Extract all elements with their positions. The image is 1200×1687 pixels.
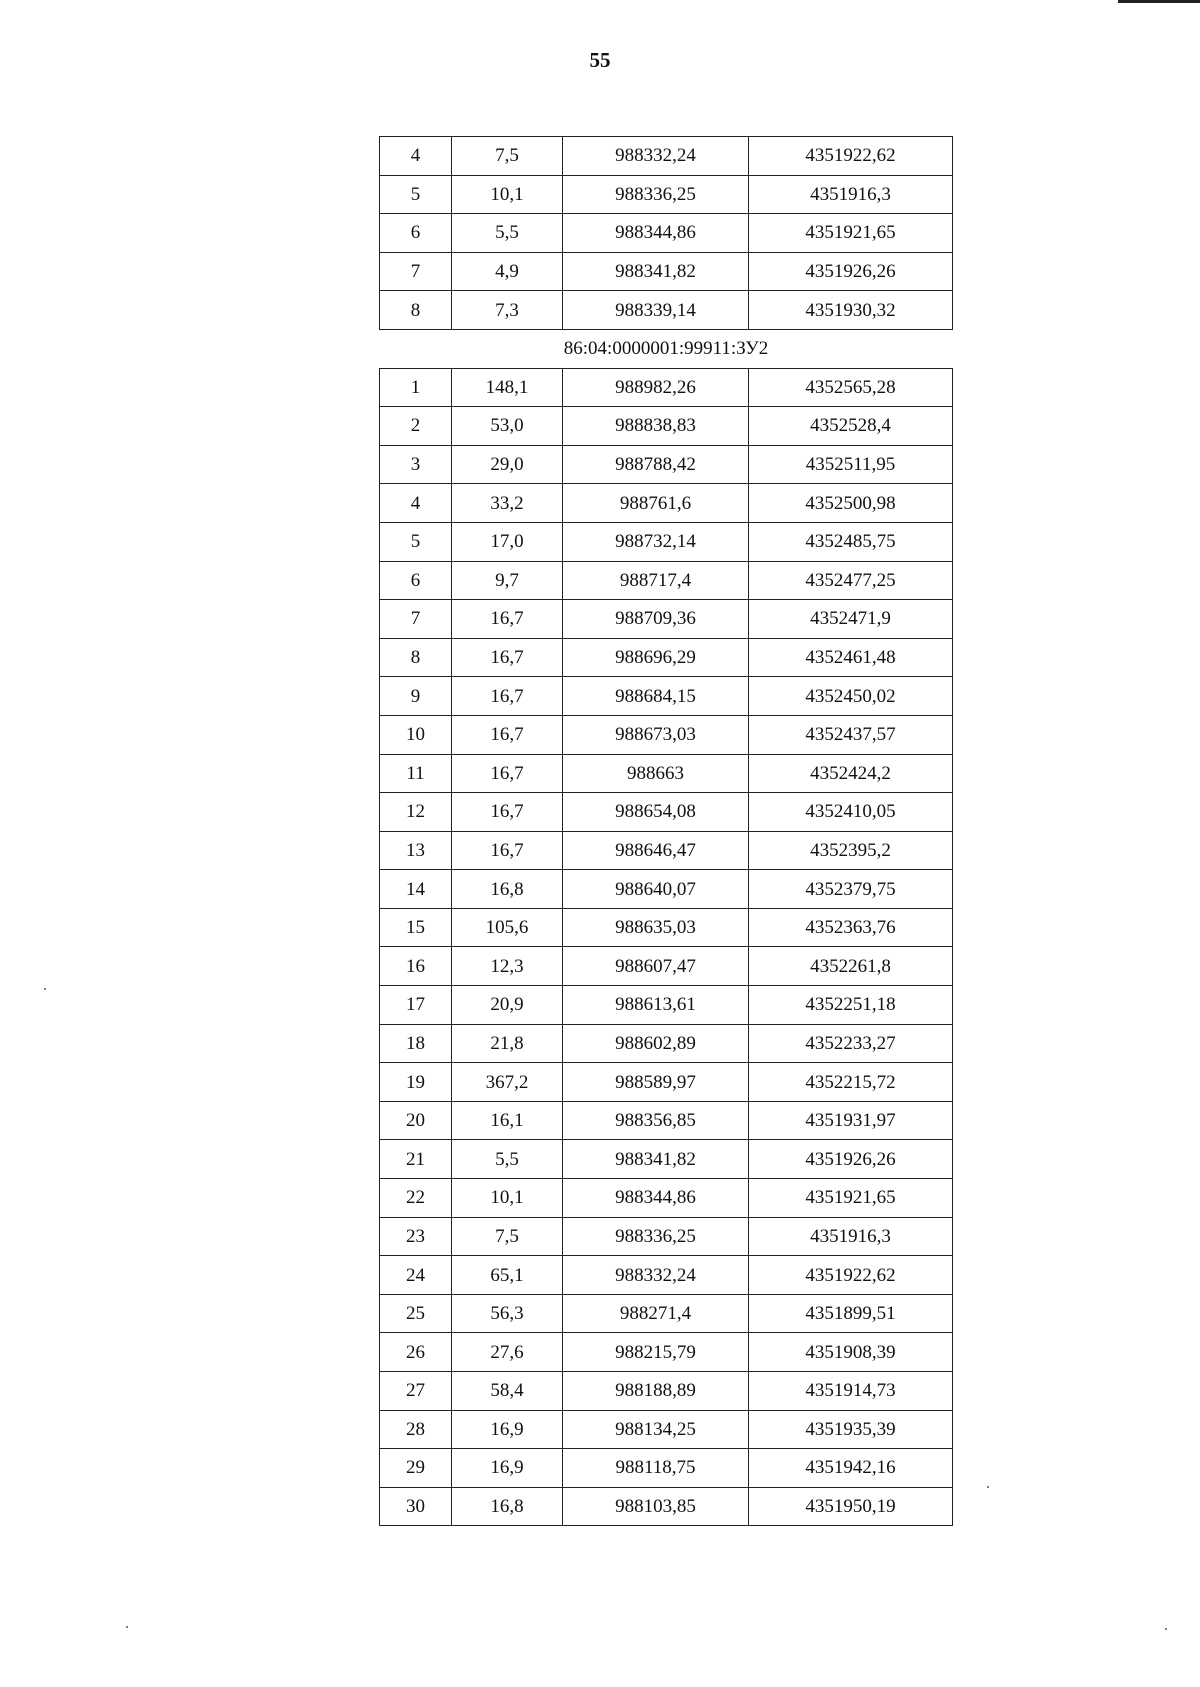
table-row — [380, 1487, 953, 1526]
x-coordinate-cell: 988344,86 — [563, 214, 749, 253]
x-coordinate-cell: 988188,89 — [563, 1372, 749, 1411]
table-row — [380, 1063, 953, 1102]
table-row — [380, 1294, 953, 1333]
scan-speck — [44, 988, 46, 990]
y-coordinate-cell: 4351931,97 — [749, 1101, 953, 1140]
length-cell: 56,3 — [452, 1294, 563, 1333]
point-number-cell: 1 — [380, 368, 452, 407]
table-row — [380, 1217, 953, 1256]
table-row — [380, 561, 953, 600]
length-cell: 58,4 — [452, 1372, 563, 1411]
table-row — [380, 1372, 953, 1411]
table-row — [380, 677, 953, 716]
table-row — [380, 214, 953, 253]
x-coordinate-cell: 988339,14 — [563, 291, 749, 330]
coordinates-table — [379, 136, 953, 1526]
x-coordinate-cell: 988673,03 — [563, 715, 749, 754]
point-number-cell: 14 — [380, 870, 452, 909]
length-cell: 16,7 — [452, 793, 563, 832]
y-coordinate-cell: 4351921,65 — [749, 214, 953, 253]
table-row — [380, 522, 953, 561]
length-cell: 105,6 — [452, 908, 563, 947]
y-coordinate-cell: 4352437,57 — [749, 715, 953, 754]
point-number-cell: 5 — [380, 175, 452, 214]
table-row — [380, 484, 953, 523]
point-number-cell: 15 — [380, 908, 452, 947]
x-coordinate-cell: 988215,79 — [563, 1333, 749, 1372]
x-coordinate-cell: 988635,03 — [563, 908, 749, 947]
x-coordinate-cell: 988118,75 — [563, 1449, 749, 1488]
y-coordinate-cell: 4351926,26 — [749, 252, 953, 291]
scan-speck — [1165, 1628, 1167, 1630]
length-cell: 7,5 — [452, 1217, 563, 1256]
y-coordinate-cell: 4351926,26 — [749, 1140, 953, 1179]
point-number-cell: 4 — [380, 137, 452, 176]
table-row — [380, 1179, 953, 1218]
length-cell: 5,5 — [452, 214, 563, 253]
y-coordinate-cell: 4352477,25 — [749, 561, 953, 600]
table-row — [380, 291, 953, 330]
point-number-cell: 21 — [380, 1140, 452, 1179]
length-cell: 16,7 — [452, 831, 563, 870]
x-coordinate-cell: 988341,82 — [563, 252, 749, 291]
x-coordinate-cell: 988709,36 — [563, 600, 749, 639]
y-coordinate-cell: 4352471,9 — [749, 600, 953, 639]
point-number-cell: 13 — [380, 831, 452, 870]
length-cell: 53,0 — [452, 407, 563, 446]
point-number-cell: 10 — [380, 715, 452, 754]
y-coordinate-cell: 4352233,27 — [749, 1024, 953, 1063]
point-number-cell: 26 — [380, 1333, 452, 1372]
point-number-cell: 4 — [380, 484, 452, 523]
length-cell: 9,7 — [452, 561, 563, 600]
length-cell: 10,1 — [452, 1179, 563, 1218]
point-number-cell: 18 — [380, 1024, 452, 1063]
section-header-row — [380, 329, 953, 368]
table-row — [380, 600, 953, 639]
length-cell: 65,1 — [452, 1256, 563, 1295]
y-coordinate-cell: 4352410,05 — [749, 793, 953, 832]
point-number-cell: 23 — [380, 1217, 452, 1256]
y-coordinate-cell: 4351916,3 — [749, 175, 953, 214]
point-number-cell: 24 — [380, 1256, 452, 1295]
y-coordinate-cell: 4352485,75 — [749, 522, 953, 561]
x-coordinate-cell: 988344,86 — [563, 1179, 749, 1218]
x-coordinate-cell: 988341,82 — [563, 1140, 749, 1179]
table-row — [380, 1140, 953, 1179]
length-cell: 16,7 — [452, 754, 563, 793]
x-coordinate-cell: 988613,61 — [563, 986, 749, 1025]
length-cell: 10,1 — [452, 175, 563, 214]
x-coordinate-cell: 988788,42 — [563, 445, 749, 484]
point-number-cell: 20 — [380, 1101, 452, 1140]
y-coordinate-cell: 4352424,2 — [749, 754, 953, 793]
table-row — [380, 638, 953, 677]
x-coordinate-cell: 988654,08 — [563, 793, 749, 832]
table-row — [380, 175, 953, 214]
y-coordinate-cell: 4351914,73 — [749, 1372, 953, 1411]
point-number-cell: 16 — [380, 947, 452, 986]
y-coordinate-cell: 4352261,8 — [749, 947, 953, 986]
table-row — [380, 754, 953, 793]
point-number-cell: 25 — [380, 1294, 452, 1333]
table-row — [380, 793, 953, 832]
scan-speck — [126, 1626, 128, 1628]
table-row — [380, 715, 953, 754]
point-number-cell: 8 — [380, 291, 452, 330]
table-row — [380, 1410, 953, 1449]
x-coordinate-cell: 988103,85 — [563, 1487, 749, 1526]
x-coordinate-cell: 988589,97 — [563, 1063, 749, 1102]
y-coordinate-cell: 4351908,39 — [749, 1333, 953, 1372]
length-cell: 4,9 — [452, 252, 563, 291]
x-coordinate-cell: 988640,07 — [563, 870, 749, 909]
length-cell: 7,3 — [452, 291, 563, 330]
x-coordinate-cell: 988838,83 — [563, 407, 749, 446]
cadastral-number-heading: 86:04:0000001:99911:ЗУ2 — [380, 329, 953, 368]
length-cell: 29,0 — [452, 445, 563, 484]
table-row — [380, 1101, 953, 1140]
table-row — [380, 137, 953, 176]
point-number-cell: 12 — [380, 793, 452, 832]
length-cell: 20,9 — [452, 986, 563, 1025]
y-coordinate-cell: 4352565,28 — [749, 368, 953, 407]
y-coordinate-cell: 4351899,51 — [749, 1294, 953, 1333]
point-number-cell: 5 — [380, 522, 452, 561]
y-coordinate-cell: 4351916,3 — [749, 1217, 953, 1256]
length-cell: 16,7 — [452, 600, 563, 639]
table-row — [380, 908, 953, 947]
x-coordinate-cell: 988684,15 — [563, 677, 749, 716]
length-cell: 367,2 — [452, 1063, 563, 1102]
length-cell: 16,9 — [452, 1410, 563, 1449]
point-number-cell: 30 — [380, 1487, 452, 1526]
x-coordinate-cell: 988332,24 — [563, 137, 749, 176]
length-cell: 21,8 — [452, 1024, 563, 1063]
point-number-cell: 19 — [380, 1063, 452, 1102]
table-row — [380, 1024, 953, 1063]
length-cell: 16,8 — [452, 1487, 563, 1526]
table-row — [380, 870, 953, 909]
coordinates-table-body — [380, 137, 953, 1526]
page-number: 55 — [589, 48, 611, 72]
y-coordinate-cell: 4352251,18 — [749, 986, 953, 1025]
x-coordinate-cell: 988134,25 — [563, 1410, 749, 1449]
x-coordinate-cell: 988761,6 — [563, 484, 749, 523]
x-coordinate-cell: 988982,26 — [563, 368, 749, 407]
point-number-cell: 7 — [380, 600, 452, 639]
x-coordinate-cell: 988602,89 — [563, 1024, 749, 1063]
x-coordinate-cell: 988332,24 — [563, 1256, 749, 1295]
x-coordinate-cell: 988696,29 — [563, 638, 749, 677]
point-number-cell: 22 — [380, 1179, 452, 1218]
x-coordinate-cell: 988717,4 — [563, 561, 749, 600]
table-row — [380, 986, 953, 1025]
y-coordinate-cell: 4352511,95 — [749, 445, 953, 484]
y-coordinate-cell: 4351935,39 — [749, 1410, 953, 1449]
y-coordinate-cell: 4351930,32 — [749, 291, 953, 330]
x-coordinate-cell: 988732,14 — [563, 522, 749, 561]
length-cell: 148,1 — [452, 368, 563, 407]
y-coordinate-cell: 4352450,02 — [749, 677, 953, 716]
x-coordinate-cell: 988663 — [563, 754, 749, 793]
table-row — [380, 831, 953, 870]
x-coordinate-cell: 988271,4 — [563, 1294, 749, 1333]
length-cell: 27,6 — [452, 1333, 563, 1372]
length-cell: 17,0 — [452, 522, 563, 561]
x-coordinate-cell: 988607,47 — [563, 947, 749, 986]
length-cell: 7,5 — [452, 137, 563, 176]
point-number-cell: 6 — [380, 561, 452, 600]
table-row — [380, 407, 953, 446]
length-cell: 16,7 — [452, 715, 563, 754]
point-number-cell: 9 — [380, 677, 452, 716]
point-number-cell: 17 — [380, 986, 452, 1025]
point-number-cell: 28 — [380, 1410, 452, 1449]
y-coordinate-cell: 4351922,62 — [749, 137, 953, 176]
point-number-cell: 2 — [380, 407, 452, 446]
y-coordinate-cell: 4352215,72 — [749, 1063, 953, 1102]
y-coordinate-cell: 4351921,65 — [749, 1179, 953, 1218]
table-row — [380, 947, 953, 986]
length-cell: 16,7 — [452, 638, 563, 677]
y-coordinate-cell: 4352379,75 — [749, 870, 953, 909]
y-coordinate-cell: 4352528,4 — [749, 407, 953, 446]
y-coordinate-cell: 4352363,76 — [749, 908, 953, 947]
y-coordinate-cell: 4351922,62 — [749, 1256, 953, 1295]
scan-edge-mark — [1118, 0, 1200, 3]
table-row — [380, 1449, 953, 1488]
x-coordinate-cell: 988336,25 — [563, 1217, 749, 1256]
y-coordinate-cell: 4352500,98 — [749, 484, 953, 523]
length-cell: 16,8 — [452, 870, 563, 909]
y-coordinate-cell: 4352461,48 — [749, 638, 953, 677]
point-number-cell: 27 — [380, 1372, 452, 1411]
point-number-cell: 29 — [380, 1449, 452, 1488]
point-number-cell: 6 — [380, 214, 452, 253]
length-cell: 16,9 — [452, 1449, 563, 1488]
table-row — [380, 445, 953, 484]
table-row — [380, 252, 953, 291]
length-cell: 16,7 — [452, 677, 563, 716]
length-cell: 16,1 — [452, 1101, 563, 1140]
length-cell: 12,3 — [452, 947, 563, 986]
point-number-cell: 7 — [380, 252, 452, 291]
point-number-cell: 3 — [380, 445, 452, 484]
y-coordinate-cell: 4351942,16 — [749, 1449, 953, 1488]
point-number-cell: 11 — [380, 754, 452, 793]
table-row — [380, 1333, 953, 1372]
table-row — [380, 1256, 953, 1295]
y-coordinate-cell: 4352395,2 — [749, 831, 953, 870]
table-row — [380, 368, 953, 407]
length-cell: 33,2 — [452, 484, 563, 523]
length-cell: 5,5 — [452, 1140, 563, 1179]
x-coordinate-cell: 988646,47 — [563, 831, 749, 870]
x-coordinate-cell: 988336,25 — [563, 175, 749, 214]
x-coordinate-cell: 988356,85 — [563, 1101, 749, 1140]
y-coordinate-cell: 4351950,19 — [749, 1487, 953, 1526]
point-number-cell: 8 — [380, 638, 452, 677]
scan-speck — [987, 1486, 989, 1488]
